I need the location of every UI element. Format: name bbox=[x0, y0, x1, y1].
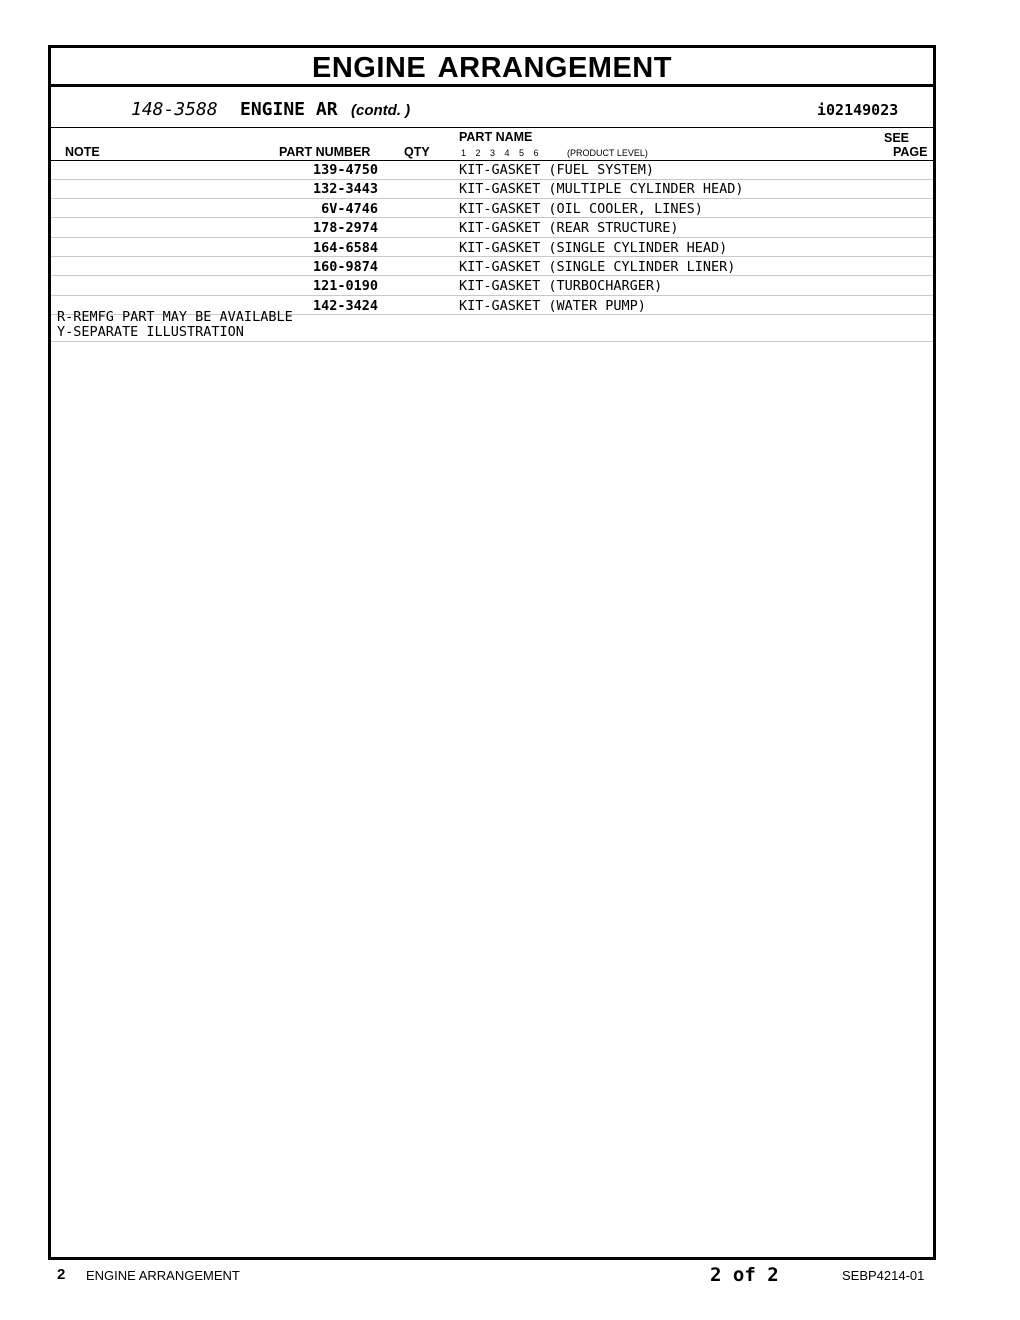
part-number: 160-9874 bbox=[312, 258, 378, 275]
column-see: SEE bbox=[884, 131, 910, 145]
part-name: KIT-GASKET (OIL COOLER, LINES) bbox=[459, 200, 703, 217]
part-number: 121-0190 bbox=[312, 278, 378, 295]
table-row bbox=[51, 239, 933, 258]
column-levels: 1 2 3 4 5 6 bbox=[461, 148, 539, 158]
column-page: PAGE bbox=[893, 145, 928, 159]
part-name: KIT-GASKET (SINGLE CYLINDER HEAD) bbox=[459, 239, 728, 256]
part-name: KIT-GASKET (MULTIPLE CYLINDER HEAD) bbox=[459, 181, 744, 198]
notes-legend bbox=[51, 310, 933, 342]
footer-section: ENGINE ARRANGEMENT bbox=[86, 1268, 240, 1283]
table-row bbox=[51, 161, 933, 180]
part-number: 139-4750 bbox=[312, 162, 378, 178]
group-continued-label: (contd. ) bbox=[351, 102, 411, 119]
illustration-id: i02149023 bbox=[817, 101, 899, 119]
part-number: 164-6584 bbox=[312, 239, 378, 256]
column-note: NOTE bbox=[65, 145, 100, 159]
group-name: ENGINE AR bbox=[240, 99, 338, 120]
column-header bbox=[51, 128, 933, 161]
group-header bbox=[51, 87, 933, 128]
part-name: KIT-GASKET (SINGLE CYLINDER LINER) bbox=[459, 258, 736, 275]
column-part-number: PART NUMBER bbox=[279, 145, 371, 159]
footer-page-of: 2 of 2 bbox=[710, 1264, 779, 1286]
table-row bbox=[51, 200, 933, 219]
part-number: 178-2974 bbox=[312, 220, 378, 237]
part-name: KIT-GASKET (WATER PUMP) bbox=[459, 297, 646, 314]
part-name: KIT-GASKET (REAR STRUCTURE) bbox=[459, 220, 679, 237]
column-qty: QTY bbox=[404, 145, 430, 159]
part-name: KIT-GASKET (TURBOCHARGER) bbox=[459, 278, 663, 295]
note-line: R-REMFG PART MAY BE AVAILABLE bbox=[57, 309, 293, 325]
column-part-name: PART NAME bbox=[459, 130, 533, 144]
footer-page-number: 2 bbox=[57, 1266, 66, 1283]
note-line: Y-SEPARATE ILLUSTRATION bbox=[57, 324, 244, 340]
part-number: 132-3443 bbox=[312, 181, 378, 198]
table-row bbox=[51, 277, 933, 296]
page-frame bbox=[48, 45, 936, 1260]
part-number: 6V-4746 bbox=[321, 200, 378, 217]
part-name: KIT-GASKET (FUEL SYSTEM) bbox=[459, 162, 655, 178]
parts-table bbox=[51, 161, 933, 316]
table-row bbox=[51, 258, 933, 277]
column-product-level: (PRODUCT LEVEL) bbox=[567, 148, 648, 158]
table-row bbox=[51, 219, 933, 238]
table-row bbox=[51, 180, 933, 199]
page-title: ENGINE ARRANGEMENT bbox=[51, 48, 933, 87]
footer-doc-id: SEBP4214-01 bbox=[842, 1268, 925, 1283]
group-number: 148-3588 bbox=[131, 99, 218, 120]
part-number: 142-3424 bbox=[312, 297, 378, 314]
